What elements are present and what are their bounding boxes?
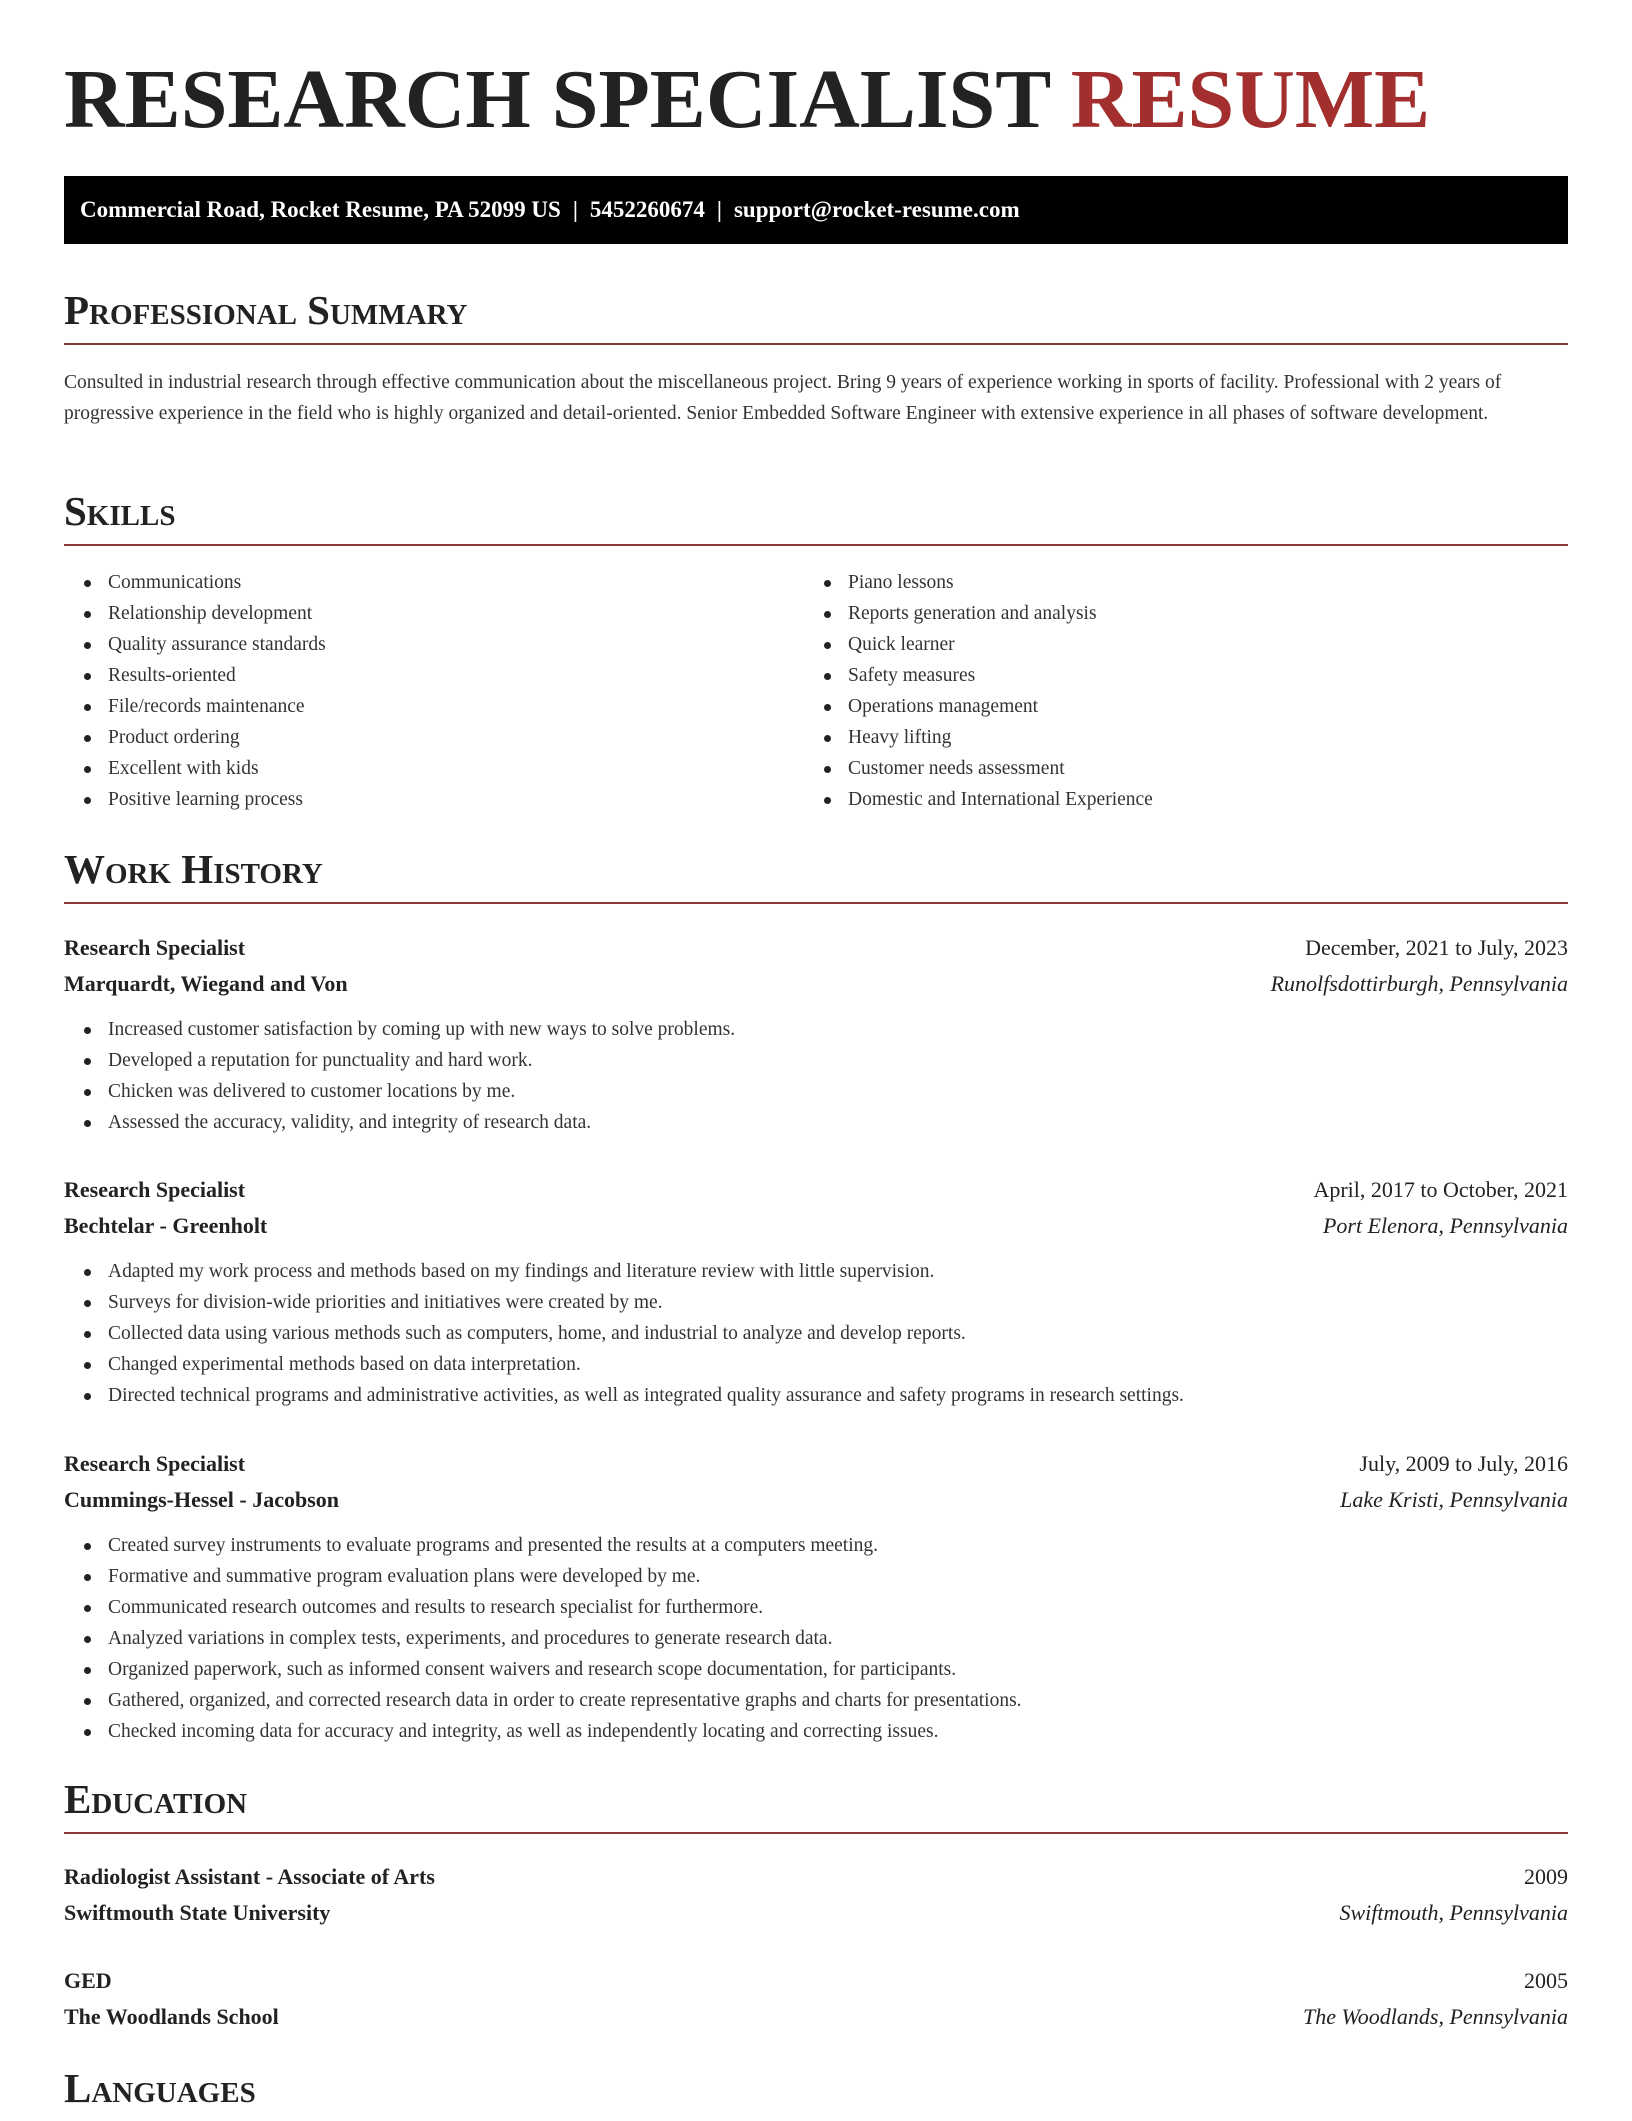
- job-bullet: Gathered, organized, and corrected research data in order to create representative graphs and charts for presentations.: [64, 1685, 1568, 1716]
- job-bullet: Organized paperwork, such as informed consent waivers and research scope documentation, for participants.: [64, 1654, 1568, 1685]
- job-dates: December, 2021 to July, 2023: [1305, 935, 1568, 960]
- job-header-row: [64, 930, 1568, 966]
- education-year: 2009: [1524, 1864, 1568, 1889]
- skill-item: Domestic and International Experience: [804, 784, 1568, 815]
- education-header-row: [64, 1859, 1568, 1895]
- skills-list-right: [804, 567, 1568, 815]
- skill-item: Piano lessons: [804, 567, 1568, 598]
- title-accent: RESUME: [1070, 53, 1431, 146]
- job-bullet: Adapted my work process and methods based on my findings and literature review with little supervision.: [64, 1256, 1568, 1287]
- skill-item: Excellent with kids: [64, 753, 784, 784]
- job-title: Research Specialist: [64, 935, 246, 960]
- job-bullet: Assessed the accuracy, validity, and integrity of research data.: [64, 1107, 1568, 1138]
- education-year: 2005: [1524, 1968, 1568, 1993]
- resume-title: [64, 50, 1430, 151]
- skill-item: Quality assurance standards: [64, 629, 784, 660]
- job-bullet: Checked incoming data for accuracy and integrity, as well as independently locating and correcting issues.: [64, 1716, 1568, 1747]
- skill-item: Safety measures: [804, 660, 1568, 691]
- job-location: Runolfsdottirburgh, Pennsylvania: [1270, 971, 1568, 996]
- job-dates: July, 2009 to July, 2016: [1359, 1451, 1568, 1476]
- job-company-row: [64, 1208, 1568, 1244]
- job-bullet: Communicated research outcomes and results to research specialist for furthermore.: [64, 1592, 1568, 1623]
- job-entry: [64, 930, 1568, 1138]
- job-dates: April, 2017 to October, 2021: [1313, 1177, 1568, 1202]
- job-company: Bechtelar - Greenholt: [64, 1213, 268, 1238]
- contact-address: Commercial Road, Rocket Resume, PA 52099 US: [80, 197, 561, 222]
- job-bullets: [64, 1014, 1568, 1138]
- job-location: Port Elenora, Pennsylvania: [1322, 1213, 1568, 1238]
- job-bullets: [64, 1530, 1568, 1747]
- education-school-row: [64, 1895, 1568, 1931]
- skill-item: Quick learner: [804, 629, 1568, 660]
- education-entry: [64, 1859, 1568, 1931]
- skill-item: Product ordering: [64, 722, 784, 753]
- job-header-row: [64, 1172, 1568, 1208]
- education-entry: [64, 1963, 1568, 2035]
- job-location: Lake Kristi, Pennsylvania: [1340, 1487, 1568, 1512]
- skill-item: Operations management: [804, 691, 1568, 722]
- job-bullet: Collected data using various methods such as computers, home, and industrial to analyze and develop reports.: [64, 1318, 1568, 1349]
- job-bullet: Analyzed variations in complex tests, experiments, and procedures to generate research data.: [64, 1623, 1568, 1654]
- education-school: The Woodlands School: [64, 2004, 279, 2029]
- job-header-row: [64, 1446, 1568, 1482]
- title-main: RESEARCH SPECIALIST: [64, 53, 1050, 146]
- education-header-row: [64, 1963, 1568, 1999]
- education-school-row: [64, 1999, 1568, 2035]
- section-heading-skills: Skills: [64, 489, 1568, 546]
- education-degree: Radiologist Assistant - Associate of Arts: [64, 1864, 435, 1889]
- section-heading-summary: Professional Summary: [64, 288, 1568, 345]
- job-company-row: [64, 966, 1568, 1002]
- skill-item: Reports generation and analysis: [804, 598, 1568, 629]
- job-bullet: Directed technical programs and administrative activities, as well as integrated quality assurance and safety programs in research settings.: [64, 1380, 1568, 1411]
- job-title: Research Specialist: [64, 1177, 246, 1202]
- section-heading-work: Work History: [64, 847, 1568, 904]
- job-company: Marquardt, Wiegand and Von: [64, 971, 348, 996]
- job-bullet: Surveys for division-wide priorities and initiatives were created by me.: [64, 1287, 1568, 1318]
- contact-separator: |: [716, 197, 722, 222]
- contact-bar: [64, 176, 1568, 244]
- job-title: Research Specialist: [64, 1451, 246, 1476]
- summary-text: Consulted in industrial research through effective communication about the miscellaneous project. Bring 9 years of experience working in sports of facility. Professional with 2 years of progressive experience in the field who is highly organized and detail-oriented. Senior Embedded Software Engineer with extensive experience in all phases of software development.: [64, 372, 1502, 424]
- job-bullets: [64, 1256, 1568, 1411]
- skill-item: Communications: [64, 567, 784, 598]
- contact-phone[interactable]: 5452260674: [589, 197, 705, 222]
- education-location: The Woodlands, Pennsylvania: [1303, 2004, 1568, 2029]
- education-degree: GED: [64, 1968, 112, 1993]
- job-bullet: Increased customer satisfaction by coming up with new ways to solve problems.: [64, 1014, 1568, 1045]
- job-company: Cummings-Hessel - Jacobson: [64, 1487, 340, 1512]
- job-bullet: Created survey instruments to evaluate programs and presented the results at a computers meeting.: [64, 1530, 1568, 1561]
- skill-item: Customer needs assessment: [804, 753, 1568, 784]
- contact-separator: |: [572, 197, 578, 222]
- education-location: Swiftmouth, Pennsylvania: [1339, 1900, 1568, 1925]
- section-heading-languages: Languages: [64, 2065, 256, 2111]
- skills-list-left: [64, 567, 784, 815]
- job-bullet: Developed a reputation for punctuality and hard work.: [64, 1045, 1568, 1076]
- skill-item: Results-oriented: [64, 660, 784, 691]
- job-entry: [64, 1446, 1568, 1747]
- job-bullet: Formative and summative program evaluation plans were developed by me.: [64, 1561, 1568, 1592]
- contact-email[interactable]: support@rocket-resume.com: [733, 197, 1020, 222]
- job-bullet: Chicken was delivered to customer locations by me.: [64, 1076, 1568, 1107]
- skill-item: Positive learning process: [64, 784, 784, 815]
- job-company-row: [64, 1482, 1568, 1518]
- skill-item: File/records maintenance: [64, 691, 784, 722]
- skill-item: Heavy lifting: [804, 722, 1568, 753]
- education-school: Swiftmouth State University: [64, 1900, 331, 1925]
- job-bullet: Changed experimental methods based on data interpretation.: [64, 1349, 1568, 1380]
- skill-item: Relationship development: [64, 598, 784, 629]
- section-heading-education: Education: [64, 1777, 1568, 1834]
- job-entry: [64, 1172, 1568, 1411]
